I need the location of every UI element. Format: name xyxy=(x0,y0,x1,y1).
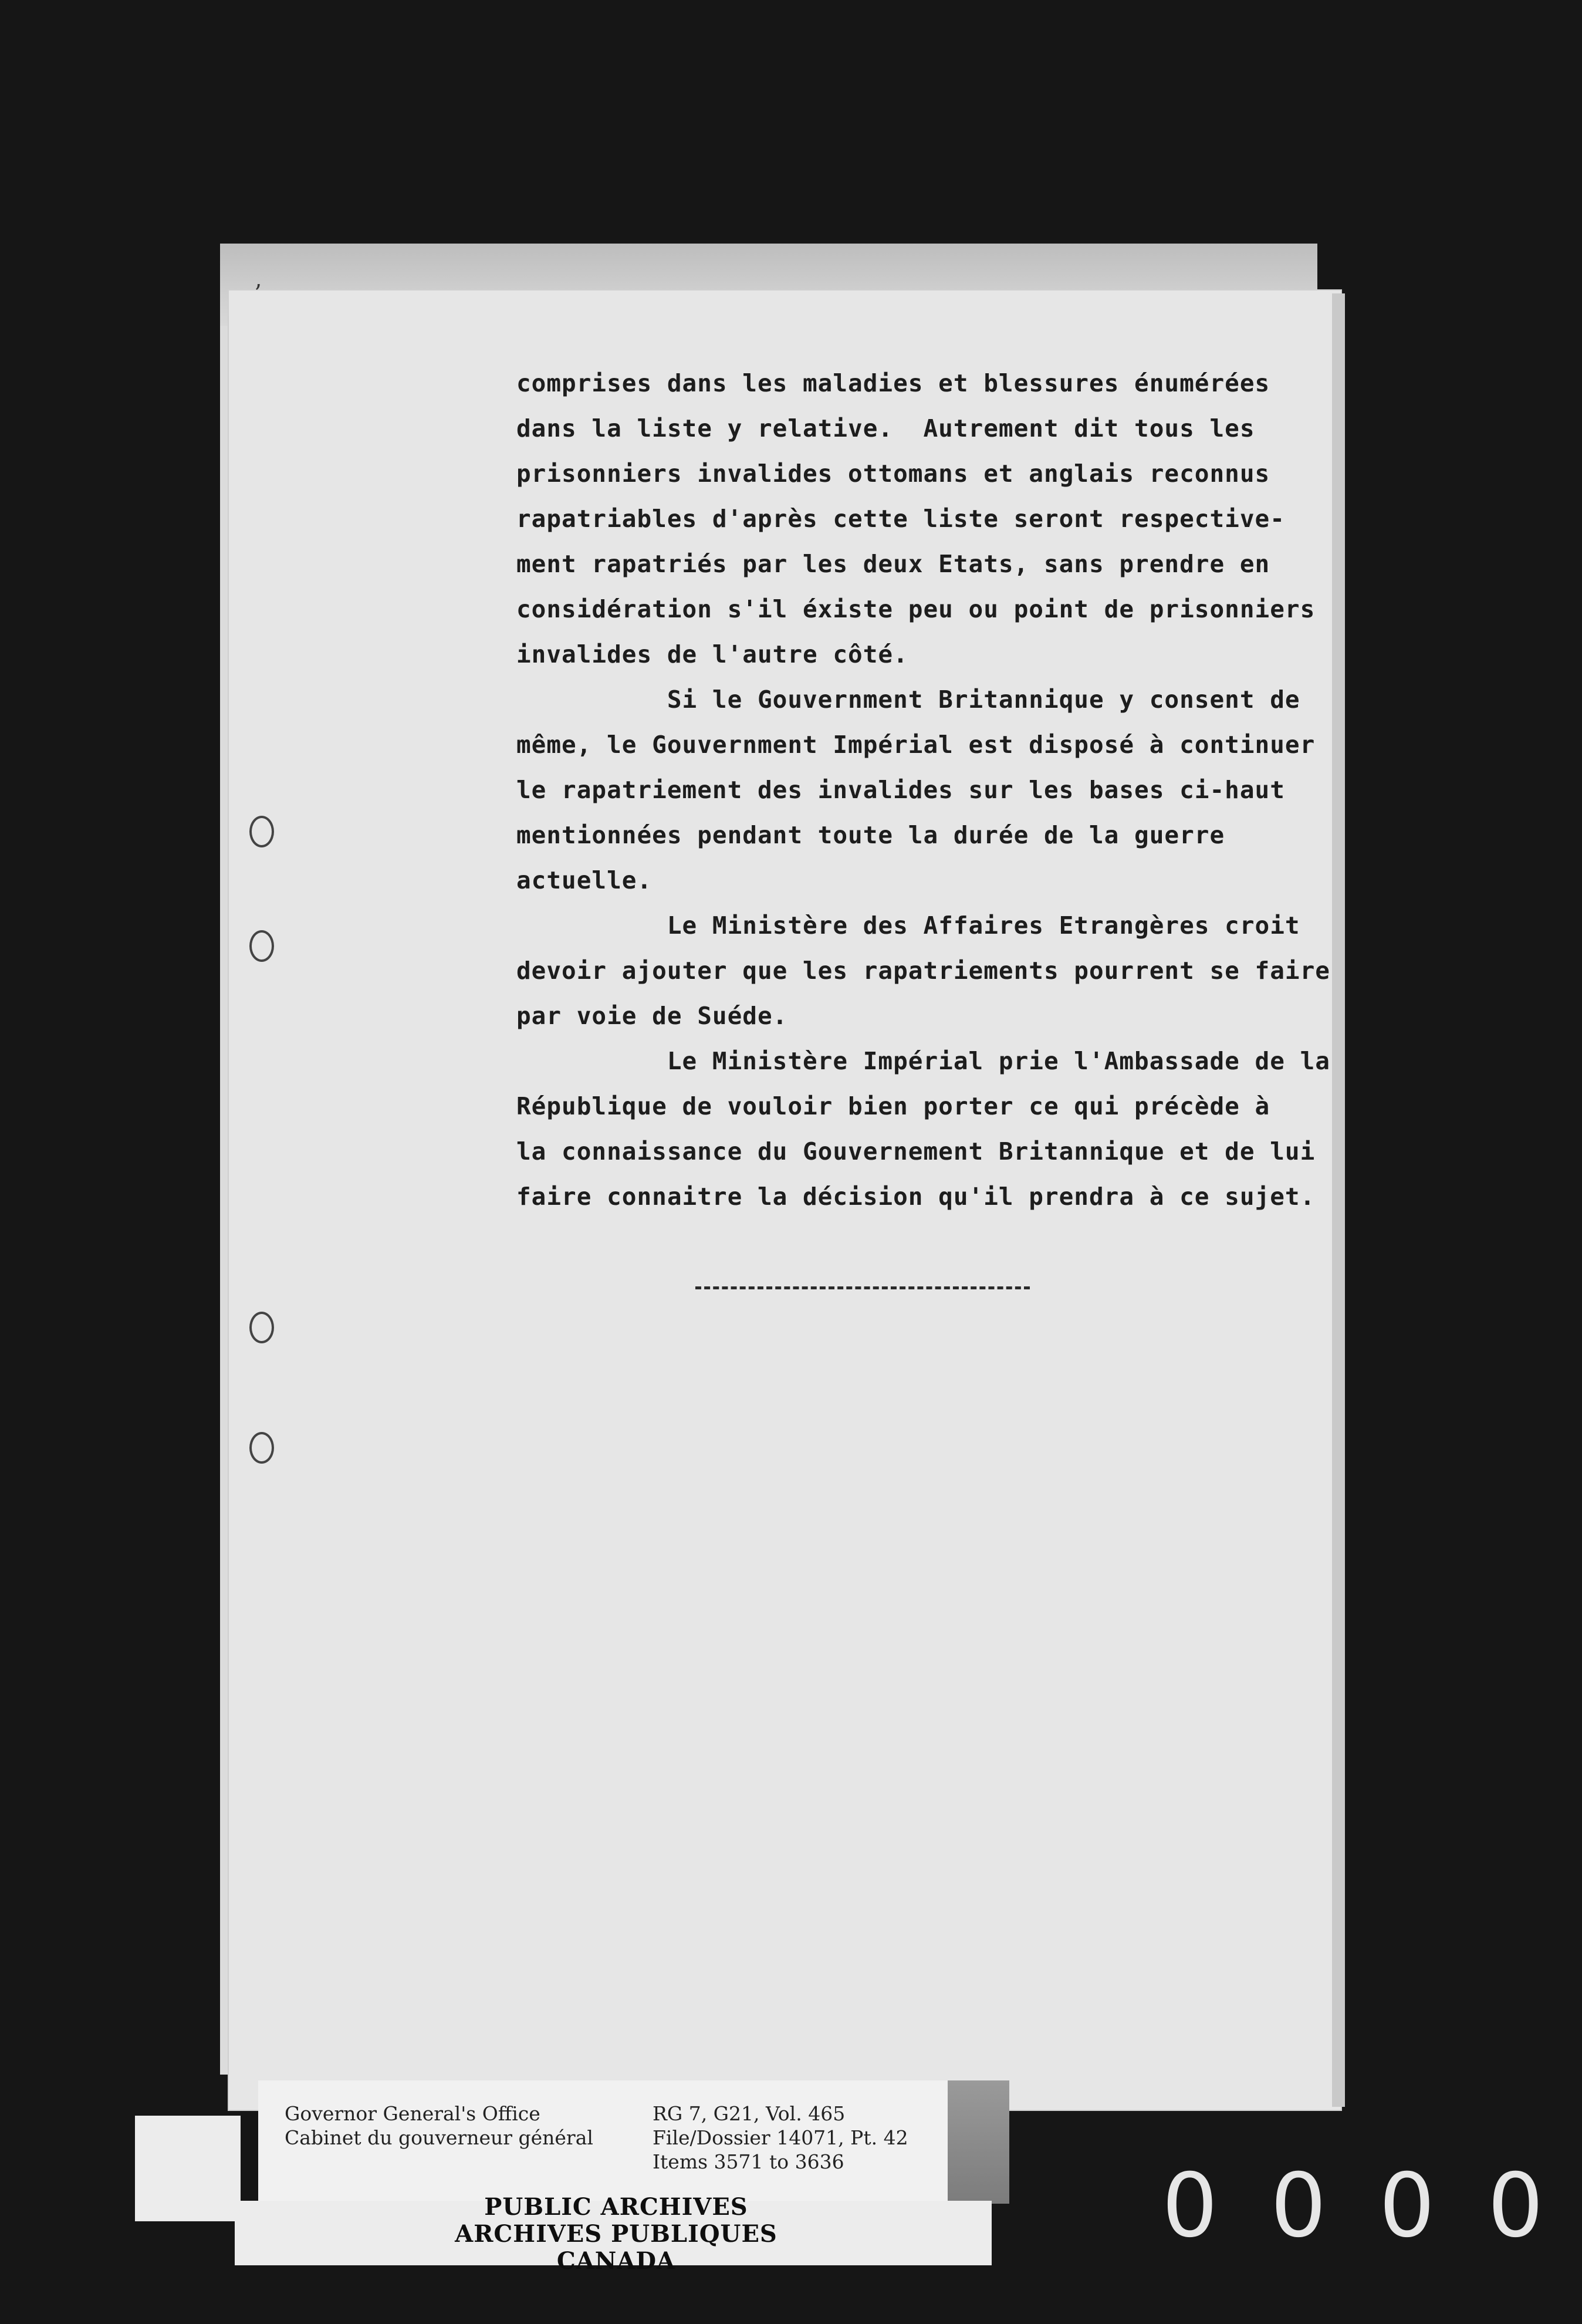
file-reference: File/Dossier 14071, Pt. 42 xyxy=(653,2126,908,2149)
text-line: Le Ministère Impérial prie l'Ambassade de la xyxy=(516,1047,1330,1075)
page-edge xyxy=(1332,293,1345,2107)
record-group-reference: RG 7, G21, Vol. 465 xyxy=(653,2102,846,2125)
text-line: actuelle. xyxy=(516,866,653,894)
text-line: devoir ajouter que les rapatriements pourrent se faire xyxy=(516,957,1330,985)
items-range: Items 3571 to 3636 xyxy=(653,2150,844,2173)
office-french: Cabinet du gouverneur général xyxy=(285,2126,593,2149)
archives-french: ARCHIVES PUBLIQUES xyxy=(455,2220,778,2248)
text-line: la connaissance du Gouvernement Britannique et de lui xyxy=(516,1137,1316,1166)
text-line: dans la liste y relative. Autrement dit tous les xyxy=(516,414,1255,442)
text-line: même, le Gouvernment Impérial est disposé à continuer xyxy=(516,731,1316,759)
label-shadow xyxy=(948,2080,1009,2204)
label-tab xyxy=(135,2116,241,2221)
frame-digit: 0 xyxy=(1488,2155,1544,2257)
page-pin-mark: ʼ xyxy=(253,281,261,308)
text-line: rapatriables d'après cette liste seront respective- xyxy=(516,505,1285,533)
text-line: Si le Gouvernment Britannique y consent de xyxy=(516,685,1300,714)
punch-hole-3 xyxy=(249,1312,274,1343)
text-line: Le Ministère des Affaires Etrangères croit xyxy=(516,911,1300,940)
text-line: le rapatriement des invalides sur les bases ci-haut xyxy=(516,776,1285,804)
text-line: mentionnées pendant toute la durée de la guerre xyxy=(516,821,1225,849)
frame-number xyxy=(1162,2155,1544,2257)
typed-letter-body xyxy=(516,361,1330,1220)
archives-heading xyxy=(411,2194,822,2275)
archives-english: PUBLIC ARCHIVES xyxy=(484,2193,748,2221)
frame-digit: 0 xyxy=(1270,2155,1327,2257)
text-line: faire connaitre la décision qu'il prendra à ce sujet. xyxy=(516,1183,1316,1211)
separator-line xyxy=(695,1286,1030,1289)
frame-digit: 0 xyxy=(1379,2155,1435,2257)
text-line: par voie de Suéde. xyxy=(516,1002,788,1030)
punch-hole-2 xyxy=(249,930,274,962)
text-line: comprises dans les maladies et blessures énumérées xyxy=(516,369,1270,397)
text-line: considération s'il éxiste peu ou point de prisonniers xyxy=(516,595,1316,623)
text-line: ment rapatriés par les deux Etats, sans prendre en xyxy=(516,550,1270,578)
text-line: prisonniers invalides ottomans et anglais reconnus xyxy=(516,460,1270,488)
punch-hole-4 xyxy=(249,1432,274,1464)
office-english: Governor General's Office xyxy=(285,2102,540,2125)
frame-digit: 0 xyxy=(1162,2155,1218,2257)
punch-hole-1 xyxy=(249,816,274,847)
archives-country: CANADA xyxy=(556,2247,676,2275)
text-line: invalides de l'autre côté. xyxy=(516,640,908,668)
text-line: République de vouloir bien porter ce qui précède à xyxy=(516,1092,1270,1120)
